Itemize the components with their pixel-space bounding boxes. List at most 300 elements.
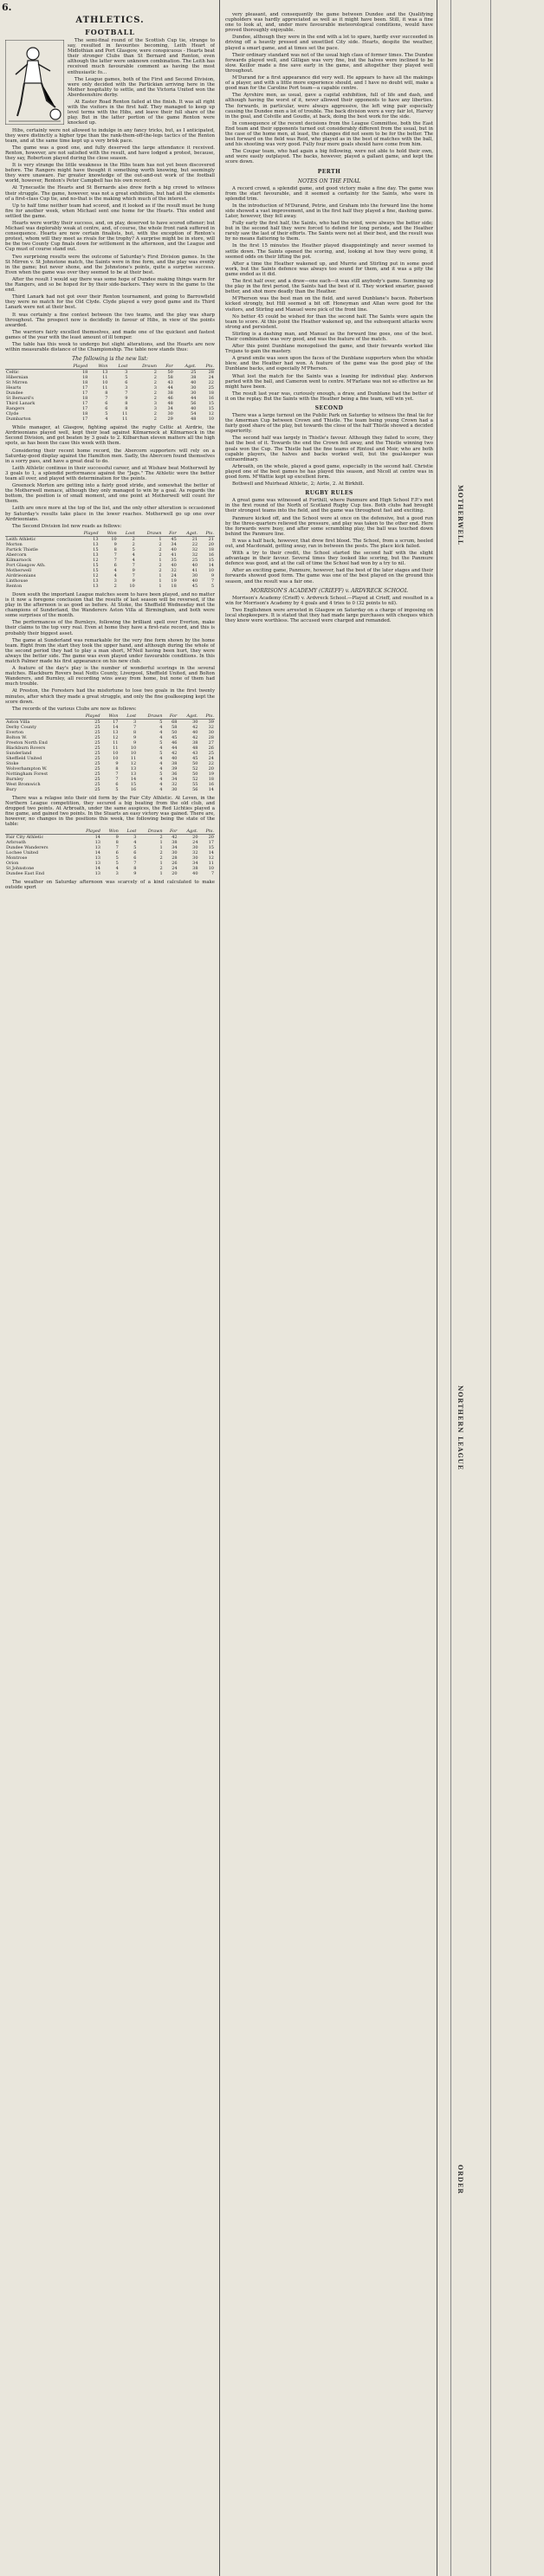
table-cell: 20 <box>172 871 178 877</box>
table-cell: 2 <box>153 416 157 423</box>
article-paragraph: The first half over, and a draw—one each—it was still anybody's game. Summing up the play in the first period, the Saints had the best of it. They worked smarter, passed better, and shot more deadly than the Heather. <box>225 279 433 295</box>
table-cell: 4 <box>133 840 137 846</box>
table-cell: 32 <box>192 850 198 856</box>
article-paragraph: Down south the important League matches seem to have been played, and no matter is it now a foregone conclusion that the results of last season will be reversed, if the play in the afternoon is as good as before. At Stoke, the Sheffield Wednesday met the champions of Sunderland, the Wanderers Aston Villa at Birmingham, and both were some surprises of the month. <box>5 591 215 619</box>
table-cell: 40 <box>171 546 177 552</box>
table-cell: 4 <box>159 745 163 751</box>
table-cell: 13 <box>102 370 108 376</box>
table-cell: Montrose <box>6 855 28 862</box>
table-cell: 18 <box>208 546 214 552</box>
table-cell: 40 <box>191 578 198 584</box>
article-paragraph: The Ayrshire men, as usual, gave a capital exhibition, full of life and dash, and although having the worst of it, never allowed their opponents to have any liberties. The forwards, in particular, were always aggressive, the left wing pair especially causing the Dundee men a lot of trouble. The back division were a very fair lot, Harvey in the goal, and Colville and Goudie, at back, doing the best work for the side. <box>225 93 433 119</box>
table-cell: 14 <box>94 835 100 841</box>
article-paragraph: The warriors fairly excelled themselves, and made one of the quickest and fastest games of the year with the least amount of ill temper. <box>5 329 215 340</box>
article-paragraph: The result last year was, curiously enough, a draw, and Dunblane had the better of it on the replay. But the Saints with the Heather being a fine team, will win yet. <box>225 391 433 402</box>
table-cell: 15 <box>208 406 214 412</box>
table-cell: 5 <box>159 719 163 725</box>
table-cell: 12 <box>93 557 99 563</box>
table-cell: 18 <box>171 583 177 589</box>
article-paragraph: There was a relapse into their old form by the Fair City Athletic. At Leven, in the Northern League competition, they secured a big beating from the old club, and dropped two points. At Arbroath, under the same auspices, the Red Lichties played a fine game, and gained two points. In the Stuarts an easy victory was gained. There are, however, no changes in the positions this week, the following being the state of the table: <box>5 795 215 828</box>
table-cell: 10 <box>130 745 137 751</box>
table-cell: 9 <box>133 871 137 877</box>
table-cell: 13 <box>94 840 100 846</box>
table-cell: 15 <box>208 557 214 563</box>
table-cell: 48 <box>167 401 173 407</box>
table-cell: 8 <box>105 391 108 397</box>
article-paragraph: Fully early the first half, the Saints, who had the wind, were always the better side; but in the second half they were forced to defend for long periods, and the Heather rarely saw the last of their efforts. The Saints were not at their best, and the result was by no means flattering to them. <box>225 221 433 242</box>
table-cell: 44 <box>172 745 178 751</box>
table-cell: 7 <box>133 724 137 730</box>
table-cell: 11 <box>113 739 119 746</box>
table-cell: 17 <box>208 840 214 846</box>
table-cell: 12 <box>93 572 99 578</box>
table-cell: 58 <box>167 375 173 381</box>
table-cell: 25 <box>94 729 100 735</box>
table-header-cell: Pts. <box>197 364 215 370</box>
table-cell: 10 <box>208 416 214 423</box>
table-cell: 2 <box>159 866 163 872</box>
table-cell: 18 <box>81 370 88 376</box>
article-paragraph: What lost the match for the Saints was a leaning for individual play. Anderson parted with the ball, and Cameron went to centre. M'Farlane was not so effective as he might have been. <box>225 373 433 390</box>
table-cell: 5 <box>159 739 163 746</box>
table-cell: 6 <box>105 406 108 412</box>
article-paragraph: The records of the various Clubs are now as follows: <box>12 706 137 712</box>
table-cell: Morton <box>6 541 23 547</box>
article-paragraph: Panmure kicked off, and the School were at once on the defensive, but a good run by the three-quarters relieved the pressure, and play was taken to the other end. Here the forwards were busy, and after some scrambling play, the ball was touched down behind the Panmure line. <box>225 515 433 537</box>
strip-word: MOTHERWELL <box>457 485 464 546</box>
table-cell: 1 <box>159 845 163 851</box>
table-cell: Preston North End <box>6 739 48 746</box>
table-cell: 1 <box>159 578 162 584</box>
table-cell: 1 <box>159 572 162 578</box>
table-cell: 8 <box>125 401 128 407</box>
table-cell: 29 <box>167 416 173 423</box>
table-cell: 12 <box>208 411 214 417</box>
table-header-cell: Won <box>101 829 120 835</box>
table-cell: 11 <box>122 416 128 423</box>
second-heading: SECOND <box>314 405 344 411</box>
table-cell: Kilmarnock <box>6 557 32 563</box>
table-cell: 1 <box>159 861 163 867</box>
table-cell: 4 <box>113 572 117 578</box>
table-cell: 25 <box>191 370 197 376</box>
table-header-cell: Won <box>101 713 120 720</box>
table-header-cell: Pts. <box>198 531 215 537</box>
table-cell: 45 <box>171 536 177 542</box>
table-cell: 1 <box>159 871 163 877</box>
table-cell: 30 <box>191 385 197 391</box>
table-cell: 3 <box>153 385 157 391</box>
table-cell: 2 <box>159 541 162 547</box>
table-cell: 4 <box>159 765 163 772</box>
table-cell: 22 <box>191 541 198 547</box>
table-cell: 41 <box>191 567 198 573</box>
table-cell: 58 <box>172 724 178 730</box>
table-row <box>5 787 215 792</box>
article-paragraph: In consequence of the recent decisions from the League Committee, both the East End team and their opponents turned out considerably different from the usual, but in the case of the home men, at least, the changes did not seem to be for the better. The best forward on the field was Reid, who played as in the best of matches with the ball, and his shooting was very good. Fully four more goals should have come from him. <box>225 120 433 148</box>
table-cell: 50 <box>192 771 198 777</box>
table-cell: 17 <box>81 406 88 412</box>
table-cell: Lochee United <box>6 850 39 856</box>
table-cell: 52 <box>192 776 198 782</box>
table-cell: 11 <box>208 861 214 867</box>
table-cell: 43 <box>192 750 198 756</box>
table-cell: 25 <box>94 755 100 761</box>
article-paragraph: Dundee, although they were in the end with a lot to spare, hardly ever succeeded in driving off a heavily pressed and unsettled City side. Hearts, despite the weather, played a smart game, and at times set the pace. <box>225 35 433 51</box>
table-cell: 17 <box>81 391 88 397</box>
table-cell: Sunderland <box>6 750 32 756</box>
table-cell: Port Glasgow Ath. <box>6 562 46 568</box>
article-paragraph: Leith are once more at the top of the list, and the only other alteration is occasioned by Saturday's results take place in the lower reaches. Motherwell go up one over Airdrieonians. <box>5 506 215 522</box>
table-cell: 13 <box>93 583 99 589</box>
table-cell: 24 <box>172 866 178 872</box>
table-cell: Everton <box>6 729 24 735</box>
table-cell: 14 <box>208 786 214 792</box>
table-cell: 2 <box>159 835 163 841</box>
table-cell: 24 <box>171 572 177 578</box>
table-cell: 38 <box>192 866 198 872</box>
table-cell: 50 <box>192 760 198 766</box>
table-cell: 42 <box>172 750 178 756</box>
table-cell: 2 <box>113 583 117 589</box>
table-cell: 30 <box>192 845 198 851</box>
table-cell: 13 <box>93 536 99 542</box>
table-cell: 36 <box>172 771 178 777</box>
table-header-cell: Drawn <box>137 829 163 835</box>
table-cell: 27 <box>208 739 214 746</box>
table-cell: 7 <box>115 776 119 782</box>
article-paragraph: Third Lanark had not got over their Renton tournament, and going to Barrowfield they were no match for the Old Clyde. Clyde played a very good game and its Third Lanark were not at their best. <box>5 294 215 311</box>
article-paragraph: Morrison's Academy (Crieff) v. Ardvreck School.—Played at Crieff, and resulted in a win for Morrison's Academy by 4 goals and 4 tries to 0 (32 points to nil). <box>225 595 433 606</box>
table-cell: 3 <box>115 871 119 877</box>
table-cell: 15 <box>208 401 214 407</box>
table-cell: 6 <box>133 855 137 862</box>
table-cell: 7 <box>115 845 119 851</box>
table-cell: 15 <box>93 562 99 568</box>
table-cell: 2 <box>159 850 163 856</box>
page-folio: 6. <box>2 2 12 13</box>
table-cell: 12 <box>208 855 214 862</box>
table-cell: 40 <box>171 562 177 568</box>
article-paragraph: With a try to their credit, the School started the second half with the slight advantage in their favour. Several times they looked like scoring, but the Panmure defence was good, and at the call of time the School had won by a try to nil. <box>225 551 433 567</box>
table-cell: 45 <box>172 734 178 740</box>
table-caption: The following is the new list: <box>72 356 148 363</box>
table-cell: 7 <box>133 861 137 867</box>
table-cell: 2 <box>153 391 157 397</box>
article-paragraph: Their ordinary standard was not of the usual high class of former times. The Dundee forwards played well, and Gilligan was very fine, but the halves were inclined to be slow. Keillor made a fine save early in the game, and altogether they played well throughout. <box>225 52 433 74</box>
table-cell: 25 <box>94 760 100 766</box>
table-cell: 8 <box>133 866 137 872</box>
table-cell: 34 <box>172 776 178 782</box>
table-cell: St Mirren <box>6 380 28 386</box>
table-cell: 9 <box>115 760 119 766</box>
table-cell: 6 <box>115 850 119 856</box>
table-cell: Fair City Athletic <box>6 835 44 841</box>
table-cell: 5 <box>115 786 119 792</box>
strip-word: ORDER <box>457 2165 464 2195</box>
article-paragraph: Two Englishmen were arrested in Glasgow on Saturday on a charge of imposing on local shopkeepers. It is stated that they had made large purchases with cheques which they knew were worthless. The accused were charged and remanded. <box>225 607 433 623</box>
table-cell: 2 <box>159 546 162 552</box>
table-cell: 21 <box>208 536 214 542</box>
table-header-cell: Lost <box>108 364 128 370</box>
table-cell: 38 <box>191 375 197 381</box>
article-paragraph: Up to half time neither team had scored, and it looked as if the result must be hung fire for another week, when Michael sent one home for the Hearts. This ended and settled the game. <box>5 203 215 219</box>
table-header-cell: Agst. <box>178 829 199 835</box>
table-cell: West Bromwich <box>6 781 41 787</box>
table-cell: Celtic <box>6 370 19 376</box>
table-cell: 13 <box>93 552 99 558</box>
article-paragraph: Stirling is a dashing man, and Manuel as the forward line goes, one of the best. Their combination was very good, and was the feature of the match. <box>225 331 433 342</box>
table-cell: 8 <box>125 406 128 412</box>
table-cell: 4 <box>105 416 108 423</box>
table-cell: 13 <box>94 861 100 867</box>
table-header-cell: Won <box>88 364 108 370</box>
table-cell: 25 <box>94 776 100 782</box>
table-cell: Hearts <box>6 385 22 391</box>
table-header-cell: Played <box>60 364 89 370</box>
table-cell: 18 <box>81 411 88 417</box>
table-cell: 19 <box>171 578 177 584</box>
table-cell: 34 <box>167 406 173 412</box>
table-cell: 18 <box>208 391 214 397</box>
table-cell: 32 <box>191 546 198 552</box>
table-cell: 7 <box>125 391 128 397</box>
table-row <box>5 416 215 422</box>
article-paragraph: It was certainly a fine contest between the two teams, and the play was sharp throughout. The prospect now is decidedly in favour of Hibs, in view of the points awarded. <box>5 312 215 328</box>
table-cell: 5 <box>105 411 108 417</box>
table-cell: 4 <box>159 755 163 761</box>
article-paragraph: The table has this week to undergo but slight alterations, and the Hearts are now within measurable distance of the Championship. The table now stands thus: <box>5 341 215 353</box>
table-cell: 5 <box>133 845 137 851</box>
article-paragraph: In the introduction of M'Durand, Petrie, and Graham into the forward line the home side showed a vast improvement, and in the first half they played a fine, dashing game. Later, however, they fell away. <box>225 203 433 219</box>
table-cell: 42 <box>192 724 198 730</box>
footballer-illustration <box>5 40 64 125</box>
table-cell: 6 <box>105 401 108 407</box>
article-paragraph: very pleasant, and consequently the game between Dundee and the Qualifying cupholders was hardly appreciated as well as it might have been. Still, it was a fine one to look at, and, under more favourable meteorological conditions, would have proved thoroughly enjoyable. <box>225 12 433 34</box>
table-cell: 3 <box>153 401 157 407</box>
table-cell: 18 <box>81 380 88 386</box>
table-cell: 10 <box>130 750 137 756</box>
table-cell: 13 <box>93 578 99 584</box>
article-paragraph: Leith Athletic continue in their successful career, and at Wishaw beat Motherwell by 3 goals to 1, a splendid performance against the "Jags." The Athletic were the better team all over, and played with determination for the points. <box>5 465 215 481</box>
table-cell: 2 <box>153 396 157 402</box>
table-cell: 20 <box>208 541 214 547</box>
league-table-english <box>5 713 215 792</box>
table-header-cell: Drawn <box>128 364 158 370</box>
table-header-cell: For <box>158 364 174 370</box>
column-rule <box>219 0 220 2576</box>
table-cell: 4 <box>159 729 163 735</box>
table-cell: 25 <box>94 719 100 725</box>
table-cell: Leith Athletic <box>6 536 36 542</box>
table-cell: Nottingham Forest <box>6 771 49 777</box>
table-cell: 2 <box>132 536 135 542</box>
table-cell: 9 <box>133 739 137 746</box>
table-cell: 2 <box>153 411 157 417</box>
table-cell: 20 <box>208 765 214 772</box>
article-paragraph: A record crowd, a splendid game, and good victory make a fine day. The game was from the start favourable, and it seemed a certainty for the Saints, who were in splendid trim. <box>225 185 433 202</box>
perth-heading: PERTH <box>317 168 341 175</box>
table-cell: 28 <box>172 855 178 862</box>
table-cell: 7 <box>210 578 214 584</box>
table-cell: 4 <box>159 734 163 740</box>
table-cell: 42 <box>172 835 178 841</box>
table-header-cell: Played <box>74 713 100 720</box>
table-cell: 35 <box>171 557 177 563</box>
table-cell: 9 <box>113 541 117 547</box>
table-cell: 11 <box>113 745 119 751</box>
table-cell: 42 <box>192 734 198 740</box>
table-cell: 11 <box>130 755 137 761</box>
table-cell: 15 <box>208 845 214 851</box>
table-header-cell: Won <box>100 531 118 537</box>
table-cell: 28 <box>208 734 214 740</box>
table-cell: 2 <box>153 375 157 381</box>
table-cell: 45 <box>191 583 198 589</box>
right-column <box>225 12 433 625</box>
table-cell: 8 <box>133 729 137 735</box>
table-cell: 5 <box>210 583 214 589</box>
table-cell: 17 <box>113 719 119 725</box>
table-cell: 68 <box>172 719 178 725</box>
table-row <box>5 871 215 876</box>
table-header-cell: Agst. <box>178 531 198 537</box>
table-cell: 38 <box>167 391 173 397</box>
strip-word: NORTHERN LEAGUE <box>457 1385 464 1471</box>
table-header-cell: Played <box>73 531 100 537</box>
article-paragraph: Two surprising results were the outcome of Saturday's First Division games. In the St Mirren v. St Johnstone match, the Saints were in fine form, and the play was evenly in the game; but never shone, and the Johnstone's points, quite a surprise success. Even when the game was over they seemed to be at their best. <box>5 254 215 275</box>
table-cell: 14 <box>208 562 214 568</box>
table-cell: 34 <box>171 541 177 547</box>
table-header-cell: Lost <box>120 829 138 835</box>
table-cell: 3 <box>153 406 157 412</box>
table-cell: 2 <box>159 552 162 558</box>
table-cell: 14 <box>208 850 214 856</box>
table-cell: 25 <box>208 750 214 756</box>
table-cell: 56 <box>192 786 198 792</box>
table-cell: 14 <box>94 866 100 872</box>
table-cell: 24 <box>208 755 214 761</box>
table-cell: Airdrieonians <box>6 572 36 578</box>
table-cell: 3 <box>133 719 137 725</box>
article-paragraph: Arbroath, on the whole, played a good game, especially in the second half. Christie played one of the best games he has played this season, and Nicoll at centre was in good form. M'Wattie kept up excellent form. <box>225 463 433 481</box>
table-cell: 14 <box>94 850 100 856</box>
table-cell: 5 <box>115 861 119 867</box>
morrisons-heading: MORRISON'S ACADEMY (CRIEFF) v. ARDVRECK SCHOOL <box>250 587 408 594</box>
table-cell: 34 <box>192 861 198 867</box>
table-cell: 25 <box>94 724 100 730</box>
table-cell: 10 <box>208 567 214 573</box>
table-cell: 2 <box>132 541 135 547</box>
table-cell: 9 <box>125 396 128 402</box>
article-paragraph: A feature of the day's play is the number of wonderful scorings in the several matches. Blackburn Rovers beat Notts County, Liverpool, Sheffield United, and Bolton Wanderers, and Burnley, all recording wins away from home, but none of them had much trouble. <box>5 666 215 688</box>
table-cell: 10 <box>113 750 119 756</box>
table-cell: 25 <box>94 739 100 746</box>
article-paragraph: No better 45 could be wished for than the second half. The Saints were again the team to score. At this point the Heather wakened up, and the subsequent attacks were strong and persistent. <box>225 313 433 330</box>
table-cell: 22 <box>208 380 214 386</box>
table-cell: 25 <box>94 745 100 751</box>
table-cell: 16 <box>130 786 137 792</box>
footballer-figure-icon <box>5 40 64 125</box>
table-cell: 15 <box>130 781 137 787</box>
table-cell: 32 <box>191 552 198 558</box>
table-cell: St Johnstone <box>6 866 35 872</box>
adjacent-page-strip <box>438 0 544 2576</box>
table-cell: 4 <box>115 866 119 872</box>
table-cell: 3 <box>133 835 137 841</box>
table-header-cell: For <box>163 713 178 720</box>
table-cell: 45 <box>192 755 198 761</box>
table-cell: 8 <box>115 840 119 846</box>
table-cell: 25 <box>191 557 198 563</box>
table-cell: 2 <box>159 855 163 862</box>
table-cell: 14 <box>130 776 137 782</box>
table-cell: 30 <box>191 572 198 578</box>
table-cell: 18 <box>208 776 214 782</box>
table-cell: 1 <box>159 583 162 589</box>
table-cell: 13 <box>94 855 100 862</box>
table-cell: 18 <box>81 396 88 402</box>
table-cell: 3 <box>125 385 128 391</box>
table-cell: 9 <box>132 578 135 584</box>
article-paragraph: The Coupar team, who had again a big following, were not able to hold their own, and were easily outplayed. The backs, however, played a gallant game, and kept the score down. <box>225 149 433 165</box>
table-header-cell: Agst. <box>178 713 198 720</box>
table-cell: 40 <box>192 729 198 735</box>
table-cell: Motherwell <box>6 567 32 573</box>
article-paragraph: After a time the Heather wakened up, and Murrie and Stirling put in some good work, but the Saints defence was always too sound for them, and it was a pity the game ended as it did. <box>225 261 433 277</box>
table-cell: 25 <box>94 771 100 777</box>
table-cell: 1 <box>159 557 162 563</box>
table-cell: 4 <box>159 724 163 730</box>
table-cell: Partick Thistle <box>6 546 38 552</box>
article-paragraph: After this point Dunblane monopolised the game, and their forwards worked like Trojans to gain the mastery. <box>225 344 433 355</box>
strip-column-rule <box>490 0 491 2576</box>
article-paragraph: The game at Sunderland was remarkable for the very fine form shown by the home team. Right from the start they took the upper hand, and although during the whole of the second period they had to play a man short, M'Neil having been hurt, they were always the better side. The game was even played under favourable conditions. In this match Palmer made his first appearance on his new club. <box>5 637 215 664</box>
article-paragraph: After an exciting game, Panmure, however, had the best of the later stages and their forwards showed good form. The game was one of the best played on the ground this season, and the result was a fair one. <box>225 568 433 584</box>
table-cell: 10 <box>129 583 135 589</box>
table-cell: 4 <box>113 567 117 573</box>
table-cell: 20 <box>208 835 214 841</box>
left-column <box>5 12 215 893</box>
article-paragraph: It was a half back, however, that drew first blood. The School, from a scrum, heeled out, and Macdonald, getting away, ran in between the posts. The place kick failed. <box>225 538 433 549</box>
table-cell: 19 <box>208 771 214 777</box>
table-cell: 1 <box>159 840 163 846</box>
table-cell: 9 <box>132 567 135 573</box>
table-cell: 11 <box>122 411 128 417</box>
table-cell: 4 <box>159 776 163 782</box>
article-paragraph: While manager, at Glasgow, fighting against the rugby Celtic at Airdrie, the Airdrieonians played well, kept their lead against Kilmarnock at Kilmarnock in the Second Division, and got beaten by 3 goals to 2. Kilbarchan eleven matters all the high spots, as has been the case this week with them. <box>5 425 215 447</box>
table-cell: 13 <box>113 729 119 735</box>
table-cell: 43 <box>167 380 173 386</box>
table-cell: Dundee East End <box>6 871 45 877</box>
table-cell: 10 <box>113 755 119 761</box>
table-cell: 39 <box>172 765 178 772</box>
table-header-cell: Lost <box>120 713 138 720</box>
table-cell: 2 <box>153 370 157 376</box>
table-cell: 50 <box>167 370 173 376</box>
table-header-cell: Pts. <box>199 829 215 835</box>
table-cell: 24 <box>208 375 214 381</box>
article-paragraph: The second half was largely in Thistle's favour. Although they failed to score, they had the best of it. Towards the end the Crown fell away, and the Thistle winning two goals won the Cup. The Thistle had the fine teams of Rintoul and Moir, who are both capable players, the halves and backs worked well, but the goal-keeper was extraordinary. <box>225 436 433 462</box>
table-cell: 15 <box>93 567 99 573</box>
table-cell: 11 <box>102 385 108 391</box>
table-cell: 30 <box>192 719 198 725</box>
table-cell: 30 <box>191 391 197 397</box>
table-cell: 24 <box>192 840 198 846</box>
league-table-northern <box>5 829 215 876</box>
table-cell: 39 <box>208 719 214 725</box>
table-cell: 5 <box>159 750 163 756</box>
